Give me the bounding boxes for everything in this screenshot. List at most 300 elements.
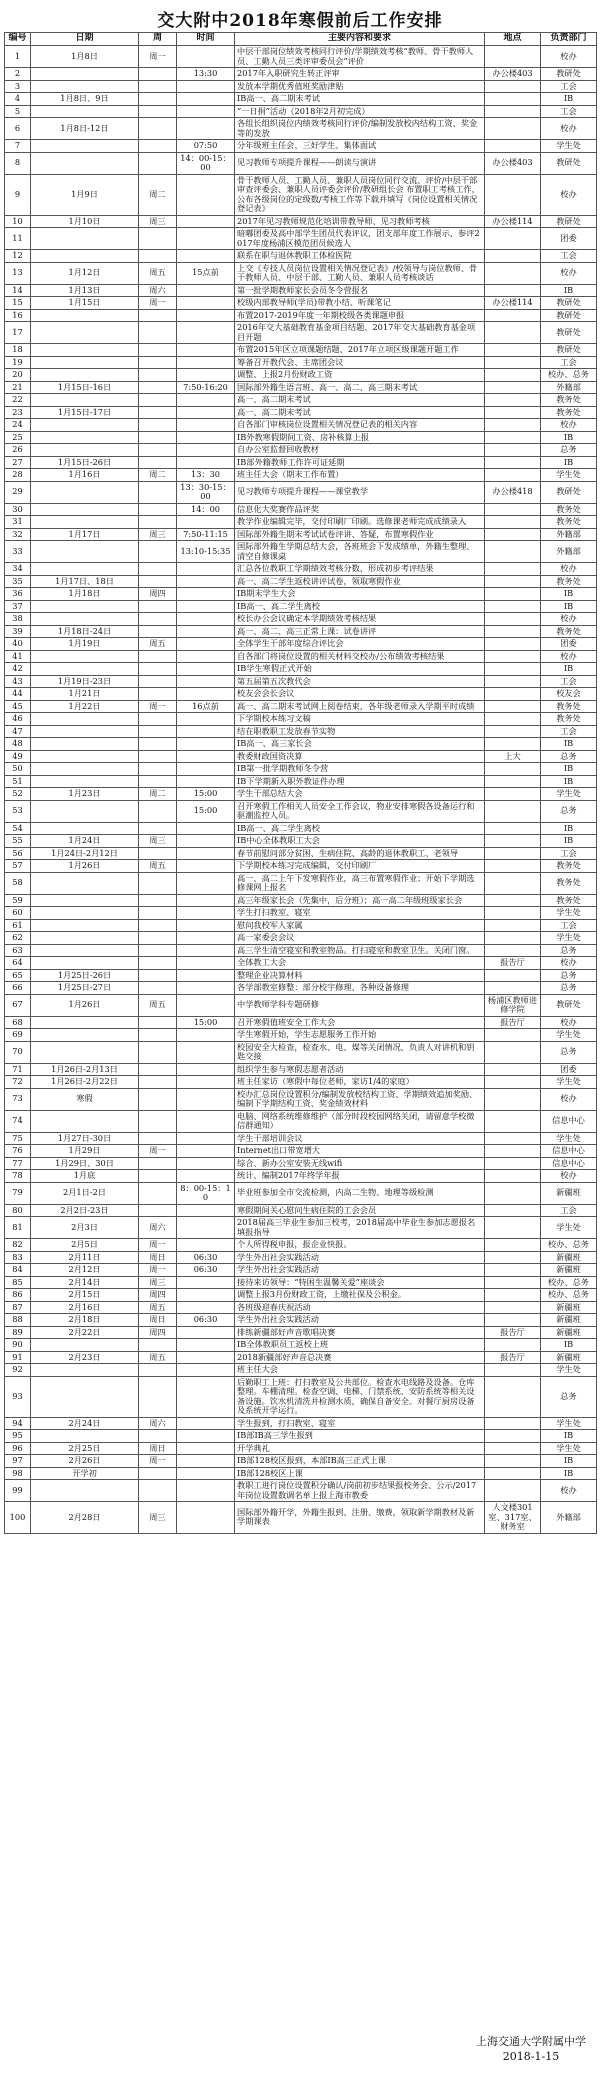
row-date [31, 140, 139, 153]
row-time [177, 1455, 235, 1468]
table-row [5, 575, 597, 588]
row-department: 校办 [541, 46, 597, 68]
row-date [31, 1430, 139, 1443]
footer-org: 上海交通大学附属中学 [476, 2035, 586, 2048]
header-time: 时间 [177, 33, 235, 46]
row-department: 新疆班 [541, 1314, 597, 1327]
row-location: 报告厅 [485, 1351, 541, 1364]
row-index: 18 [5, 344, 31, 357]
row-department: 新疆班 [541, 1264, 597, 1277]
row-index: 24 [5, 419, 31, 432]
row-content: IB学生寒假正式开始 [235, 663, 485, 676]
row-date: 2月15日 [31, 1289, 139, 1302]
row-index: 11 [5, 228, 31, 250]
row-time [177, 894, 235, 907]
row-time [177, 309, 235, 322]
row-location: 报告厅 [485, 957, 541, 970]
table-row [5, 105, 597, 118]
row-weekday [139, 516, 177, 529]
row-date [31, 322, 139, 344]
row-time [177, 944, 235, 957]
row-department: 校办 [541, 262, 597, 284]
row-weekday [139, 356, 177, 369]
row-weekday [139, 919, 177, 932]
row-time [177, 1204, 235, 1217]
row-location [485, 1276, 541, 1289]
row-content: 学生寒假开始，学生志愿服务工作开始 [235, 1029, 485, 1042]
row-date: 1月10日 [31, 215, 139, 228]
row-date [31, 613, 139, 626]
table-row [5, 322, 597, 344]
row-location: 报告厅 [485, 1016, 541, 1029]
row-department: 校办 [541, 957, 597, 970]
row-content: 国际部外籍生期末考试试卷评讲、答疑，布置寒假作业 [235, 528, 485, 541]
row-index: 26 [5, 444, 31, 457]
row-location [485, 541, 541, 563]
row-location [485, 625, 541, 638]
row-index: 95 [5, 1430, 31, 1443]
row-date [31, 663, 139, 676]
row-index: 32 [5, 528, 31, 541]
row-location [485, 174, 541, 215]
row-content: 第五届第五次教代会 [235, 675, 485, 688]
row-weekday [139, 309, 177, 322]
row-index: 4 [5, 93, 31, 106]
row-department: 校办、总务 [541, 369, 597, 382]
row-index: 89 [5, 1326, 31, 1339]
row-time [177, 93, 235, 106]
row-index: 30 [5, 503, 31, 516]
row-location [485, 944, 541, 957]
table-row [5, 1339, 597, 1352]
row-date: 2月11日 [31, 1251, 139, 1264]
row-date: 1月29日、30日 [31, 1157, 139, 1170]
table-row [5, 1351, 597, 1364]
row-index: 75 [5, 1132, 31, 1145]
row-date: 1月27日-30日 [31, 1132, 139, 1145]
row-department: 教务处 [541, 625, 597, 638]
row-location [485, 93, 541, 106]
row-content: 学生外出社会实践活动 [235, 1251, 485, 1264]
row-index: 29 [5, 481, 31, 503]
row-department: 信息中心 [541, 1157, 597, 1170]
row-time [177, 297, 235, 310]
row-content: 布置2015年区立项课题结题、2017年立项区级课题开题工作 [235, 344, 485, 357]
row-weekday [139, 688, 177, 701]
row-content: 高三年级家长会（先集中，后分班）；高一高二年级班级家长会 [235, 894, 485, 907]
table-row [5, 456, 597, 469]
row-index: 6 [5, 118, 31, 140]
row-date: 1月18日-24日 [31, 625, 139, 638]
row-department: 学生处 [541, 1442, 597, 1455]
row-index: 90 [5, 1339, 31, 1352]
row-index: 88 [5, 1314, 31, 1327]
row-weekday [139, 1132, 177, 1145]
row-content: Internet出口带宽增大 [235, 1145, 485, 1158]
row-department: 校办、总务 [541, 1276, 597, 1289]
row-content: 上交《专技人员岗位设置相关情况登记表》/校领导与岗位教师、骨干教师人员、中层干部、工勤人员、兼职人员考核谈话 [235, 262, 485, 284]
row-content: IB期末学生大会 [235, 588, 485, 601]
row-weekday [139, 1376, 177, 1417]
row-index: 41 [5, 650, 31, 663]
footer-date: 2018-1-15 [502, 2050, 560, 2063]
row-content: IB全体教职员工返校上班 [235, 1339, 485, 1352]
row-location [485, 907, 541, 920]
row-department: IB [541, 1339, 597, 1352]
table-row [5, 613, 597, 626]
row-content: IB部IB高三学生报到 [235, 1430, 485, 1443]
row-time [177, 1376, 235, 1417]
table-row [5, 1251, 597, 1264]
row-time [177, 118, 235, 140]
row-department: 教研处 [541, 297, 597, 310]
row-content: IB下学期新入职外教证件办理 [235, 775, 485, 788]
row-index: 17 [5, 322, 31, 344]
row-department: 外籍部 [541, 528, 597, 541]
row-weekday: 周六 [139, 1417, 177, 1430]
row-location [485, 356, 541, 369]
row-time [177, 588, 235, 601]
row-location [485, 872, 541, 894]
row-index: 93 [5, 1376, 31, 1417]
row-content: 高一、高二上午下发寒假作业，高三布置寒假作业；开始下学期选修课网上报名 [235, 872, 485, 894]
row-time [177, 1145, 235, 1158]
row-weekday: 周一 [139, 700, 177, 713]
row-weekday [139, 1076, 177, 1089]
row-department: IB [541, 822, 597, 835]
row-department: IB [541, 738, 597, 751]
row-department: 学生处 [541, 1417, 597, 1430]
row-content: 慰问我校军人家属 [235, 919, 485, 932]
row-content: 学生外出社会实践活动 [235, 1314, 485, 1327]
row-department: 学生处 [541, 469, 597, 482]
row-location [485, 406, 541, 419]
row-department: IB [541, 763, 597, 776]
table-row [5, 1182, 597, 1204]
row-date: 1月9日 [31, 174, 139, 215]
row-index: 92 [5, 1364, 31, 1377]
row-time: 8：00-15：10 [177, 1182, 235, 1204]
table-row [5, 1276, 597, 1289]
row-content: 毕业班参加全市交流检测，内高二生物、地理等级检测 [235, 1182, 485, 1204]
row-date [31, 563, 139, 576]
row-location [485, 1442, 541, 1455]
table-row [5, 944, 597, 957]
row-location: 办公楼403 [485, 68, 541, 81]
row-department: 校友会 [541, 688, 597, 701]
row-content: IB第一批学期教师冬令营 [235, 763, 485, 776]
row-index: 46 [5, 713, 31, 726]
row-index: 34 [5, 563, 31, 576]
row-time [177, 431, 235, 444]
table-row [5, 860, 597, 873]
row-date [31, 1376, 139, 1417]
row-date [31, 1016, 139, 1029]
row-content: 班主任大会（期末工作布置） [235, 469, 485, 482]
table-row [5, 1301, 597, 1314]
row-department: 教研处 [541, 994, 597, 1016]
row-date: 1月15日-26日 [31, 456, 139, 469]
row-content: 国际部外籍生语言班、高一、高二、高三期末考试 [235, 381, 485, 394]
row-content: 班主任家访（寒假中每位老师，家访1/4的家庭） [235, 1076, 485, 1089]
row-date: 1月12日 [31, 262, 139, 284]
row-time [177, 406, 235, 419]
row-time [177, 516, 235, 529]
row-date: 1月22日 [31, 700, 139, 713]
row-date [31, 541, 139, 563]
row-department: 教务处 [541, 394, 597, 407]
row-index: 35 [5, 575, 31, 588]
row-department: 新疆班 [541, 1301, 597, 1314]
row-department: 教研处 [541, 152, 597, 174]
row-weekday: 周五 [139, 1351, 177, 1364]
table-row [5, 1326, 597, 1339]
row-time [177, 822, 235, 835]
row-location [485, 613, 541, 626]
row-date [31, 68, 139, 81]
row-location [485, 1239, 541, 1252]
table-row [5, 1430, 597, 1443]
row-location [485, 847, 541, 860]
row-department: 团委 [541, 638, 597, 651]
row-content: 召开寒假工作相关人员安全工作会议，物业安排寒假各设备运行和驱潮监控人员。 [235, 800, 485, 822]
row-content: IB部外籍教师工作许可证延期 [235, 456, 485, 469]
table-row [5, 1239, 597, 1252]
row-time [177, 228, 235, 250]
row-department: 新疆班 [541, 1326, 597, 1339]
table-row [5, 369, 597, 382]
row-index: 67 [5, 994, 31, 1016]
row-time: 07:50 [177, 140, 235, 153]
row-time [177, 713, 235, 726]
row-content: 2018届高三毕业生参加三校考，2018届高中毕业生参加志愿报名填报指导 [235, 1217, 485, 1239]
table-row [5, 775, 597, 788]
row-location [485, 650, 541, 663]
row-date [31, 932, 139, 945]
row-time: 7:50-16:20 [177, 381, 235, 394]
row-date: 1月26日 [31, 994, 139, 1016]
row-time [177, 994, 235, 1016]
row-weekday: 周一 [139, 1145, 177, 1158]
row-index: 56 [5, 847, 31, 860]
row-date: 2月26日 [31, 1455, 139, 1468]
row-department: 工会 [541, 250, 597, 263]
row-time: 14：00 [177, 503, 235, 516]
row-location [485, 894, 541, 907]
row-location [485, 503, 541, 516]
row-date: 1月26日-2月13日 [31, 1063, 139, 1076]
row-location [485, 788, 541, 801]
row-department: 工会 [541, 675, 597, 688]
row-time [177, 456, 235, 469]
row-date [31, 152, 139, 174]
row-time [177, 650, 235, 663]
row-index: 27 [5, 456, 31, 469]
row-department: 总务 [541, 800, 597, 822]
row-time [177, 907, 235, 920]
row-time: 06:30 [177, 1251, 235, 1264]
row-department: 学生处 [541, 1217, 597, 1239]
row-date: 1月25日-27日 [31, 982, 139, 995]
row-location [485, 919, 541, 932]
row-department: 校办、总务 [541, 1239, 597, 1252]
row-date [31, 1110, 139, 1132]
row-time [177, 919, 235, 932]
row-time [177, 675, 235, 688]
row-time: 06:30 [177, 1314, 235, 1327]
row-index: 60 [5, 907, 31, 920]
row-time: 15:00 [177, 800, 235, 822]
row-department: IB [541, 600, 597, 613]
row-location [485, 394, 541, 407]
row-location [485, 932, 541, 945]
row-department: 学生处 [541, 1364, 597, 1377]
row-department: 外籍部 [541, 381, 597, 394]
row-weekday [139, 503, 177, 516]
row-department: 教务处 [541, 516, 597, 529]
row-date: 1月19日-23日 [31, 675, 139, 688]
row-index: 15 [5, 297, 31, 310]
row-time: 15:00 [177, 788, 235, 801]
row-date: 2月12日 [31, 1264, 139, 1277]
row-department: 校办 [541, 613, 597, 626]
table-row [5, 1289, 597, 1302]
table-row [5, 1264, 597, 1277]
row-index: 5 [5, 105, 31, 118]
row-time [177, 982, 235, 995]
row-time [177, 613, 235, 626]
row-index: 99 [5, 1480, 31, 1502]
row-department: IB [541, 1430, 597, 1443]
row-index: 10 [5, 215, 31, 228]
row-location [485, 600, 541, 613]
row-department: 教研处 [541, 68, 597, 81]
row-date [31, 1364, 139, 1377]
row-index: 77 [5, 1157, 31, 1170]
table-row [5, 969, 597, 982]
row-location [485, 456, 541, 469]
row-department: 外籍部 [541, 1502, 597, 1534]
row-date: 2月14日 [31, 1276, 139, 1289]
row-weekday: 周三 [139, 1502, 177, 1534]
row-time [177, 860, 235, 873]
table-row [5, 1076, 597, 1089]
row-content: 暗嘟团委及高中部学生团员代表评议，团支部年度工作展示，参评2017年度杨浦区模范团员候选人 [235, 228, 485, 250]
row-location [485, 262, 541, 284]
row-location [485, 309, 541, 322]
row-time [177, 1339, 235, 1352]
row-department: 教务处 [541, 894, 597, 907]
row-date [31, 309, 139, 322]
row-time [177, 1063, 235, 1076]
row-time [177, 872, 235, 894]
table-row [5, 309, 597, 322]
table-row [5, 788, 597, 801]
row-weekday [139, 663, 177, 676]
row-index: 54 [5, 822, 31, 835]
row-date: 开学初 [31, 1467, 139, 1480]
row-weekday [139, 118, 177, 140]
row-time [177, 932, 235, 945]
table-body [5, 46, 597, 1534]
row-date: 1月8日-12日 [31, 118, 139, 140]
row-index: 78 [5, 1170, 31, 1183]
row-weekday [139, 1016, 177, 1029]
row-index: 73 [5, 1088, 31, 1110]
row-weekday: 周一 [139, 46, 177, 68]
table-row [5, 1145, 597, 1158]
table-row [5, 1364, 597, 1377]
table-row [5, 1157, 597, 1170]
row-weekday [139, 80, 177, 93]
row-index: 66 [5, 982, 31, 995]
row-weekday [139, 738, 177, 751]
row-content: 调整上报3月份财政工资，上缴社保及公积金。 [235, 1289, 485, 1302]
row-date: 1月19日 [31, 638, 139, 651]
row-location [485, 563, 541, 576]
row-location [485, 725, 541, 738]
row-index: 39 [5, 625, 31, 638]
row-location: 人文楼301室、317室、财务室 [485, 1502, 541, 1534]
row-content: 召开寒假值班安全工作大会 [235, 1016, 485, 1029]
row-weekday [139, 650, 177, 663]
row-time [177, 1430, 235, 1443]
row-content: IB外教寒假期间工资、房补核算上报 [235, 431, 485, 444]
row-department: 教研处 [541, 215, 597, 228]
row-date: 2月25日 [31, 1442, 139, 1455]
row-location [485, 444, 541, 457]
table-row [5, 847, 597, 860]
row-time [177, 957, 235, 970]
row-content: 个人所得税申报，报企业快报。 [235, 1239, 485, 1252]
row-time [177, 750, 235, 763]
row-weekday: 周一 [139, 1239, 177, 1252]
row-date: 1月13日 [31, 284, 139, 297]
row-weekday: 周二 [139, 174, 177, 215]
table-row [5, 1016, 597, 1029]
row-location [485, 1029, 541, 1042]
row-index: 40 [5, 638, 31, 651]
row-location [485, 344, 541, 357]
row-location [485, 1480, 541, 1502]
table-row [5, 503, 597, 516]
row-location [485, 322, 541, 344]
row-index: 61 [5, 919, 31, 932]
row-weekday [139, 725, 177, 738]
row-time [177, 1351, 235, 1364]
row-time [177, 356, 235, 369]
header-weekday: 周 [139, 33, 177, 46]
row-department: IB [541, 431, 597, 444]
row-weekday [139, 228, 177, 250]
table-row [5, 80, 597, 93]
table-row [5, 394, 597, 407]
row-department: 工会 [541, 80, 597, 93]
row-date [31, 516, 139, 529]
row-location [485, 1251, 541, 1264]
row-content: 组织学生参与寒假志愿者活动 [235, 1063, 485, 1076]
schedule-table [4, 32, 597, 1534]
row-time [177, 1041, 235, 1063]
row-time [177, 563, 235, 576]
row-index: 65 [5, 969, 31, 982]
row-index: 80 [5, 1204, 31, 1217]
row-weekday [139, 1430, 177, 1443]
row-location: 上大 [485, 750, 541, 763]
row-weekday [139, 431, 177, 444]
row-content: 高一、高二期末考试 [235, 406, 485, 419]
row-weekday: 周二 [139, 788, 177, 801]
